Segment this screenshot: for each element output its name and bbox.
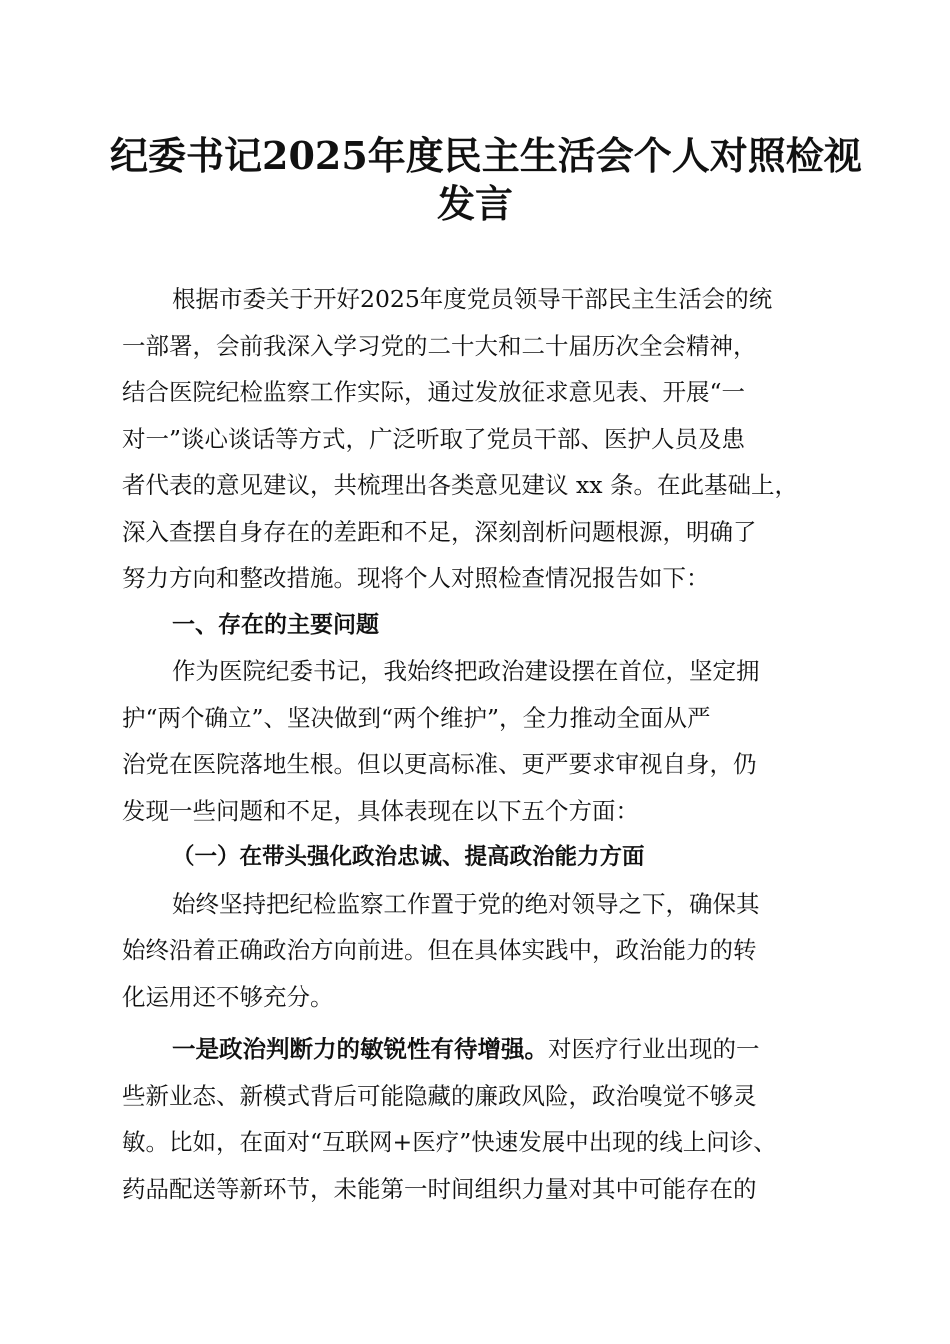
section-heading: 一、存在的主要问题 [172,611,379,638]
document-title [110,132,862,228]
subsection-1 [122,834,828,1020]
text-line: 些新业态、新模式背后可能隐藏的廉政风险，政治嗅觉不够灵 [122,1081,757,1110]
text-line: 始终坚持把纪检监察工作置于党的绝对领导之下，确保其 [172,889,760,918]
text-line: 对一”谈心谈话等方式，广泛听取了党员干部、医护人员及患 [122,424,746,453]
point-1-label: 一是政治判断力的敏锐性有待增强。 [172,1035,548,1063]
text-line: 敏。比如，在面对“互联网+医疗”快速发展中出现的线上问诊、 [122,1128,777,1156]
subsection-heading: （一）在带头强化政治忠诚、提高政治能力方面 [172,844,645,870]
text-line: 深入查摆自身存在的差距和不足，深刻剖析问题根源，明确了 [122,517,757,546]
intro-paragraph [122,276,828,602]
text-line: 者代表的意见建议，共梳理出各类意见建议 xx 条。在此基础上， [122,471,798,499]
text-line: 作为医院纪委书记，我始终把政治建设摆在首位，坚定拥 [172,657,760,685]
text-line: 根据市委关于开好2025年度党员领导干部民主生活会的统 [172,285,773,313]
section-1 [122,602,828,835]
text-line: 化运用还不够充分。 [122,982,334,1011]
text-line: 始终沿着正确政治方向前进。但在具体实践中，政治能力的转 [122,936,757,964]
text-line: 努力方向和整改措施。现将个人对照检查情况报告如下： [122,564,710,592]
text-line: 发现一些问题和不足，具体表现在以下五个方面： [122,796,639,825]
document-body [122,276,828,1212]
title-line-1: 纪委书记2025年度民主生活会个人对照检视 [110,133,862,178]
text-line: 治党在医院落地生根。但以更高标准、更严要求审视自身，仍 [122,750,757,778]
point-1-paragraph [122,1026,828,1212]
text-line: 一部署，会前我深入学习党的二十大和二十届历次全会精神， [122,331,757,360]
point-1-text: 对医疗行业出现的一 [548,1035,760,1063]
title-line-2: 发言 [436,181,513,226]
text-line: 护“两个确立”、坚决做到“两个维护”，全力推动全面从严 [122,703,711,732]
text-line: 结合医院纪检监察工作实际，通过发放征求意见表、开展“一 [122,378,746,406]
text-line [122,1026,828,1073]
text-line: 药品配送等新环节，未能第一时间组织力量对其中可能存在的 [122,1174,757,1203]
